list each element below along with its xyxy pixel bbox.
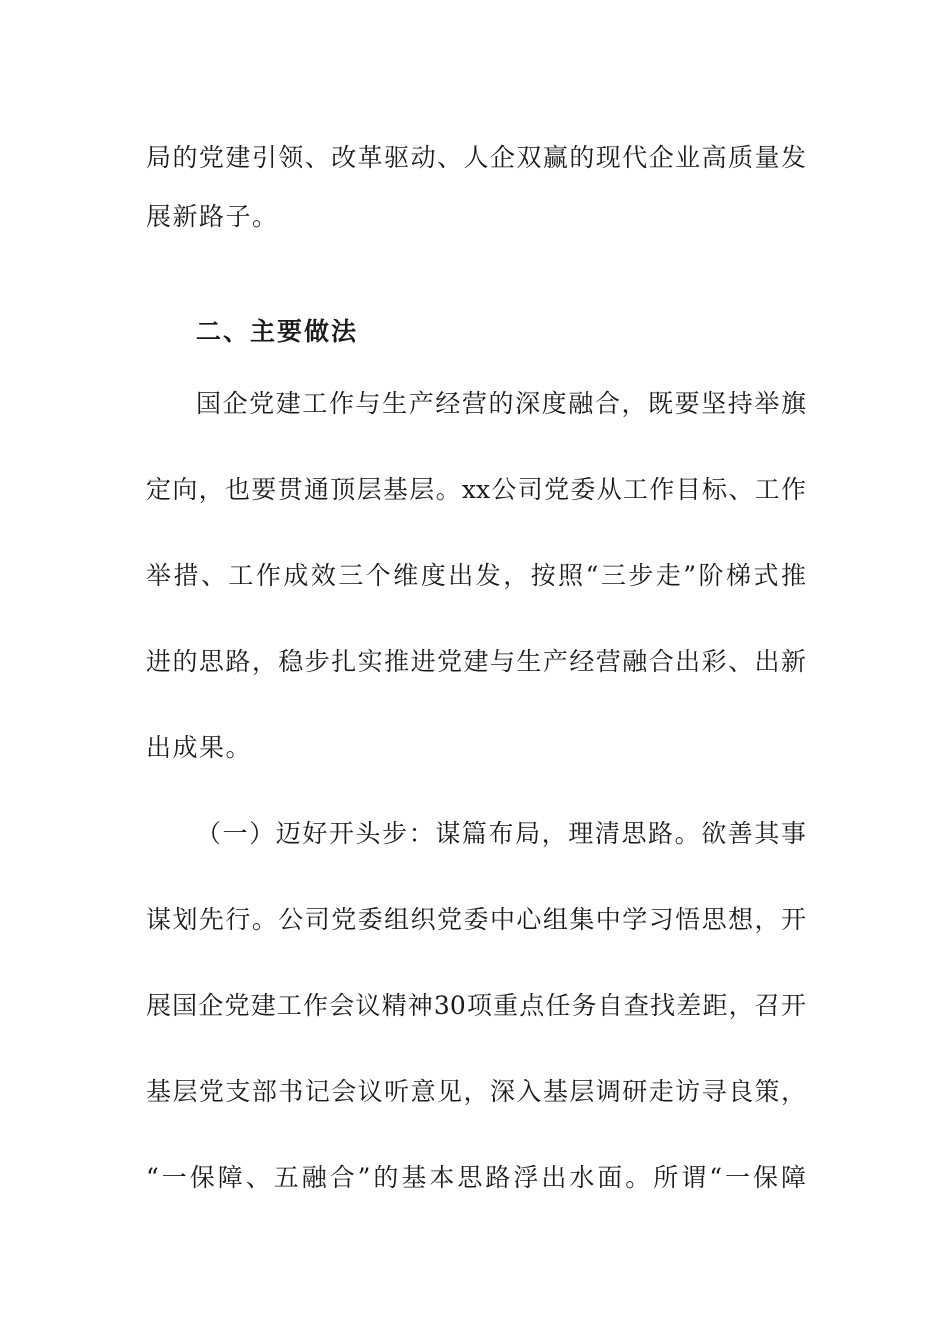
subsection-line: （一）迈好开头步：谋篇布局，理清思路。欲善其事 (196, 819, 806, 848)
section-heading: 二、主要做法 (196, 317, 359, 346)
paragraph-line: 展新路子。 (146, 202, 279, 231)
paragraph-line: 定向，也要贯通顶层基层。xx公司党委从工作目标、工作 (146, 475, 806, 504)
paragraph-line: 举措、工作成效三个维度出发，按照“三步走”阶梯式推 (146, 561, 806, 590)
paragraph-line: 出成果。 (146, 733, 253, 762)
paragraph-line: 基层党支部书记会议听意见，深入基层调研走访寻良策， (146, 1077, 806, 1106)
paragraph-line: 国企党建工作与生产经营的深度融合，既要坚持举旗 (196, 389, 806, 418)
paragraph-line: 展国企党建工作会议精神30项重点任务自查找差距，召开 (146, 991, 806, 1020)
paragraph-line: 局的党建引领、改革驱动、人企双赢的现代企业高质量发 (146, 143, 806, 172)
paragraph-line: “一保障、五融合”的基本思路浮出水面。所谓“一保障 (146, 1163, 806, 1192)
paragraph-line: 谋划先行。公司党委组织党委中心组集中学习悟思想，开 (146, 905, 806, 934)
paragraph-line: 进的思路，稳步扎实推进党建与生产经营融合出彩、出新 (146, 647, 806, 676)
